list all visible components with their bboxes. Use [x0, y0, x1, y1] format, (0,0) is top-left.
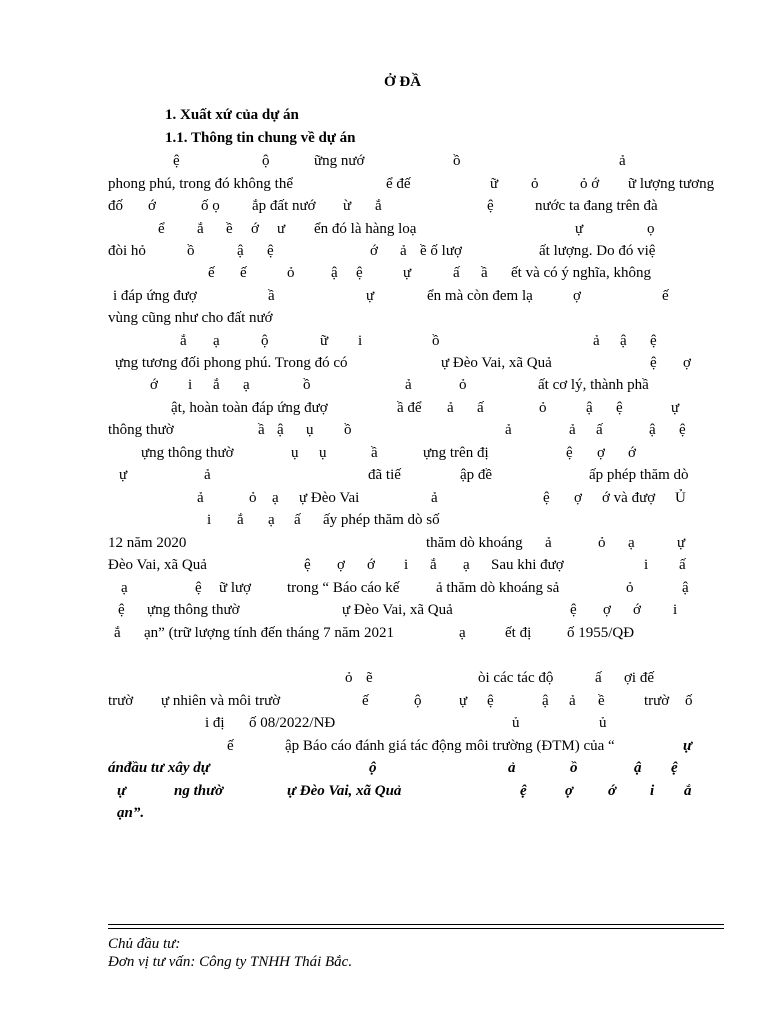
text-fragment: ạ	[268, 512, 275, 528]
text-fragment: ạ	[121, 580, 128, 596]
text-fragment: ế	[208, 265, 215, 281]
text-fragment: đòi hỏ	[108, 243, 146, 259]
text-fragment: ệ	[267, 243, 274, 259]
text-fragment: ắ	[114, 625, 121, 641]
text-fragment: i	[650, 783, 655, 799]
text-fragment: ư	[277, 221, 286, 237]
text-fragment: ợ	[683, 355, 691, 371]
text-fragment: ớ	[608, 783, 617, 799]
text-fragment: ỏ	[287, 265, 295, 281]
text-fragment: ầ	[481, 265, 488, 281]
text-fragment: i	[644, 557, 649, 573]
text-fragment: ệ	[487, 198, 494, 214]
text-fragment: ầ để	[397, 400, 422, 416]
text-fragment: nước ta đang trên đà	[535, 198, 658, 214]
text-fragment: ựng thông thườ	[147, 602, 240, 618]
text-fragment: ậ	[586, 400, 593, 416]
text-fragment: Sau khi đượ	[491, 557, 564, 573]
text-fragment: ế	[240, 265, 247, 281]
text-fragment: ề	[226, 221, 233, 237]
text-fragment: ất cơ lý, thành phầ	[538, 377, 649, 393]
text-fragment: ựng trên đị	[423, 445, 489, 461]
text-fragment: ệ	[671, 760, 678, 776]
text-fragment: trong “ Báo cáo kế	[287, 580, 400, 596]
text-fragment: ợi đế	[624, 670, 655, 686]
text-fragment: ất lượng. Do đó việ	[539, 243, 656, 259]
text-fragment: ự Đèo Vai, xã Quả	[342, 602, 453, 618]
text-fragment: đã tiế	[368, 467, 401, 483]
text-fragment: ợ	[337, 557, 345, 573]
text-fragment: òi các tác độ	[478, 670, 554, 686]
text-fragment: ợ	[565, 783, 574, 799]
footer-divider-top	[108, 924, 724, 925]
text-fragment: ỏ	[598, 535, 606, 551]
text-fragment: ọ	[647, 221, 655, 237]
footer-consultant: Đơn vị tư vấn: Công ty TNHH Thái Bắc.	[108, 954, 353, 970]
text-fragment: ự nhiên và môi trườ	[161, 693, 281, 709]
text-fragment: ủ	[512, 715, 520, 731]
text-fragment: ệ	[543, 490, 550, 506]
text-fragment: ợ	[603, 602, 611, 618]
text-fragment: ả	[197, 490, 204, 506]
text-fragment: ố	[685, 693, 693, 709]
text-fragment: ắp đất nướ	[252, 198, 316, 214]
text-fragment: ả	[204, 467, 211, 483]
text-fragment: ển đó là hàng loạ	[314, 221, 417, 237]
text-fragment: ậ	[620, 333, 627, 349]
text-fragment: ển mà còn đem lạ	[427, 288, 533, 304]
text-fragment: i đáp ứng đượ	[113, 288, 197, 304]
text-fragment: ợ	[574, 490, 582, 506]
text-fragment: thăm dò khoáng	[426, 535, 523, 551]
text-fragment: ả	[593, 333, 600, 349]
text-fragment: ỏ	[249, 490, 257, 506]
text-fragment: ấ	[294, 512, 301, 528]
text-fragment: ồ	[303, 377, 311, 393]
text-fragment: ề ố lượ	[420, 243, 462, 259]
text-fragment: ệ	[570, 602, 577, 618]
text-fragment: ấ	[596, 422, 603, 438]
text-fragment: trườ	[108, 693, 134, 709]
text-fragment: ạ	[213, 333, 220, 349]
text-fragment: ắ	[684, 783, 692, 799]
text-fragment: ự	[117, 783, 126, 799]
text-fragment: ạ	[628, 535, 635, 551]
text-fragment: ỏ	[459, 377, 467, 393]
text-fragment: ấ	[453, 265, 460, 281]
text-fragment: ự	[366, 288, 375, 304]
text-fragment: Ủ	[675, 490, 686, 506]
text-fragment: i	[404, 557, 409, 573]
text-fragment: ạn”.	[117, 805, 145, 821]
text-fragment: ánđầu tư xây dự	[108, 760, 210, 776]
text-fragment: ớ	[633, 602, 641, 618]
section-heading-1: 1. Xuất xứ của dự án	[165, 107, 299, 123]
text-fragment: ng thườ	[174, 783, 224, 799]
text-fragment: ả	[400, 243, 407, 259]
text-fragment: ự	[683, 738, 692, 754]
text-fragment: phong phú, trong đó không thể	[108, 176, 293, 192]
text-fragment: 12 năm 2020	[108, 535, 187, 551]
text-fragment: ộ	[414, 693, 422, 709]
text-fragment: ề	[598, 693, 605, 709]
text-fragment: ớ	[370, 243, 378, 259]
text-fragment: ấ	[595, 670, 602, 686]
text-fragment: ấp phép thăm dò	[589, 467, 689, 483]
text-fragment: ế	[362, 693, 369, 709]
text-fragment: ợ	[573, 288, 581, 304]
text-fragment: ạ	[272, 490, 279, 506]
text-fragment: ớ	[367, 557, 375, 573]
text-fragment: ự	[575, 221, 584, 237]
footer-owner: Chủ đầu tư:	[108, 936, 181, 952]
text-fragment: ệ	[616, 400, 623, 416]
text-fragment: ả	[505, 422, 512, 438]
text-fragment: ệ	[173, 153, 180, 169]
text-fragment: ố 1955/QĐ	[567, 625, 635, 641]
text-fragment: i	[207, 512, 212, 528]
text-fragment: ậ	[682, 580, 689, 596]
text-fragment: ệ	[118, 602, 125, 618]
text-fragment: Đèo Vai, xã Quả	[108, 557, 207, 573]
text-fragment: ả	[431, 490, 438, 506]
text-fragment: ớ và đượ	[602, 490, 656, 506]
text-fragment: đố	[108, 198, 123, 214]
text-fragment: trườ	[644, 693, 670, 709]
text-fragment: ố 08/2022/NĐ	[249, 715, 336, 731]
text-fragment: ậ	[542, 693, 549, 709]
text-fragment: ệ	[650, 333, 657, 349]
text-fragment: ế	[227, 738, 234, 754]
text-fragment: ự	[459, 693, 468, 709]
text-fragment: ạ	[459, 625, 466, 641]
text-fragment: ữ lượng tương	[628, 176, 715, 192]
text-fragment: ế	[662, 288, 669, 304]
text-fragment: ết và có ý nghĩa, không	[511, 265, 651, 281]
text-fragment: ệ	[356, 265, 363, 281]
text-fragment: ệ	[520, 783, 527, 799]
text-fragment: ả	[447, 400, 454, 416]
text-fragment: ữ	[490, 176, 499, 192]
text-fragment: ộ	[369, 760, 377, 776]
text-fragment: ớ	[628, 445, 636, 461]
text-fragment: ệ	[487, 693, 494, 709]
page-title: Ở ĐẦ	[384, 74, 422, 90]
text-fragment: ập Báo cáo đánh giá tác động môi trường (ĐTM) của “	[285, 738, 615, 754]
section-heading-1-1: 1.1. Thông tin chung về dự án	[165, 130, 356, 146]
text-fragment: ựng thông thườ	[141, 445, 234, 461]
text-fragment: ồ	[453, 153, 461, 169]
text-fragment: ắ	[430, 557, 437, 573]
text-fragment: ả	[569, 422, 576, 438]
text-fragment: ập đề	[460, 467, 493, 483]
text-fragment: ỏ	[531, 176, 539, 192]
text-fragment: ậ	[277, 422, 284, 438]
text-fragment: ự	[671, 400, 680, 416]
text-fragment: i	[673, 602, 678, 618]
text-fragment: ết đị	[505, 625, 532, 641]
text-fragment: ệ	[650, 355, 657, 371]
text-fragment: ỏ	[539, 400, 547, 416]
text-fragment: ự	[677, 535, 686, 551]
text-fragment: ắ	[180, 333, 187, 349]
text-fragment: ể đế	[386, 176, 411, 192]
text-fragment: ả	[619, 153, 626, 169]
text-fragment: ật, hoàn toàn đáp ứng đượ	[171, 400, 328, 416]
text-fragment: ớ	[251, 221, 259, 237]
text-fragment: ựng tương đối phong phú. Trong đó có	[115, 355, 348, 371]
text-fragment: i	[188, 377, 193, 393]
text-fragment: ả	[405, 377, 412, 393]
text-fragment: ầ	[258, 422, 265, 438]
text-fragment: ậ	[237, 243, 244, 259]
text-fragment: ắ	[213, 377, 220, 393]
text-fragment: ệ	[304, 557, 311, 573]
text-fragment: ắ	[197, 221, 204, 237]
text-fragment: ớ	[148, 198, 156, 214]
text-fragment: ừ	[343, 198, 352, 214]
text-fragment: ự	[403, 265, 412, 281]
text-fragment: ầ	[268, 288, 275, 304]
text-fragment: ệ	[195, 580, 202, 596]
text-fragment: ồ	[187, 243, 195, 259]
text-fragment: ự Đèo Vai, xã Quả	[441, 355, 552, 371]
text-fragment: ộ	[261, 333, 269, 349]
text-fragment: ữ lượ	[219, 580, 252, 596]
text-fragment: ể	[158, 221, 165, 237]
text-fragment: ầ	[371, 445, 378, 461]
text-fragment: ớ	[150, 377, 158, 393]
text-fragment: ấ	[477, 400, 484, 416]
text-fragment: ắ	[375, 198, 382, 214]
text-fragment: vùng cũng như cho đất nướ	[108, 310, 273, 326]
text-fragment: ồ	[432, 333, 440, 349]
text-fragment: ụ	[291, 445, 299, 461]
text-fragment: ồ	[570, 760, 578, 776]
text-fragment: ạ	[243, 377, 250, 393]
text-fragment: ự	[119, 467, 128, 483]
text-fragment: thông thườ	[108, 422, 174, 438]
text-fragment: ệ	[679, 422, 686, 438]
text-fragment: ỏ ớ	[580, 176, 600, 192]
text-fragment: i	[358, 333, 363, 349]
text-fragment: ắ	[237, 512, 244, 528]
text-fragment: ấy phép thăm dò số	[323, 512, 440, 528]
text-fragment: ạn” (trữ lượng tính đến tháng 7 năm 2021	[144, 625, 394, 641]
text-fragment: ả	[545, 535, 552, 551]
text-fragment: ụ	[306, 422, 314, 438]
text-fragment: i đị	[205, 715, 225, 731]
text-fragment: ự Đèo Vai, xã Quả	[287, 783, 402, 799]
text-fragment: ồ	[344, 422, 352, 438]
text-fragment: ệ	[566, 445, 573, 461]
text-fragment: ả thăm dò khoáng sả	[436, 580, 560, 596]
text-fragment: ỏ	[345, 670, 353, 686]
text-fragment: ỏ	[626, 580, 634, 596]
text-fragment: ả	[508, 760, 516, 776]
text-fragment: ậ	[649, 422, 656, 438]
text-fragment: ợ	[597, 445, 605, 461]
text-fragment: ộ	[262, 153, 270, 169]
text-fragment: ững nướ	[314, 153, 365, 169]
text-fragment: ố ọ	[201, 198, 220, 214]
text-fragment: ậ	[634, 760, 642, 776]
text-fragment: ẽ	[366, 670, 373, 686]
text-fragment: ấ	[679, 557, 686, 573]
text-fragment: ậ	[331, 265, 338, 281]
text-fragment: ủ	[599, 715, 607, 731]
text-fragment: ữ	[320, 333, 329, 349]
footer-divider-bottom	[108, 928, 724, 929]
text-fragment: ạ	[463, 557, 470, 573]
text-fragment: ự Đèo Vai	[299, 490, 360, 506]
text-fragment: ả	[569, 693, 576, 709]
text-fragment: ụ	[319, 445, 327, 461]
